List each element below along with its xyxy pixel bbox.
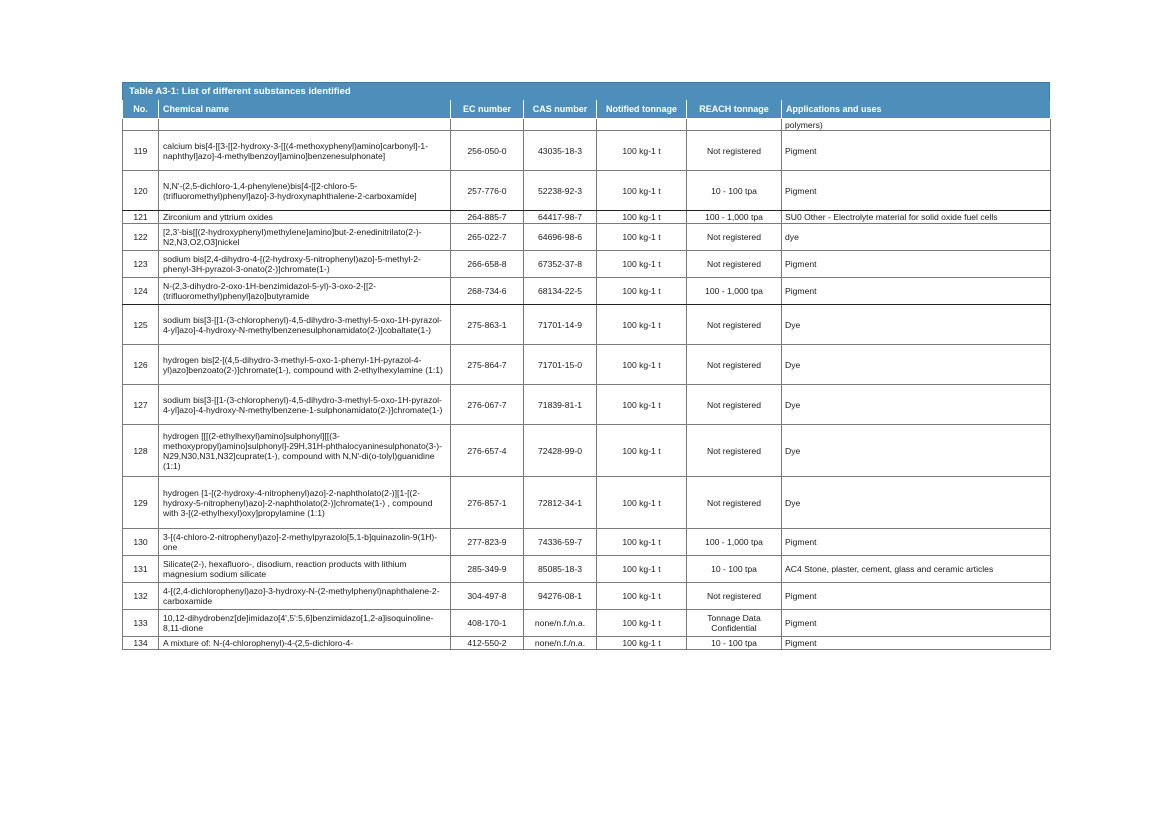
- cell-chemical-name: 4-[(2,4-dichlorophenyl)azo]-3-hydroxy-N-(2-methylphenyl)naphthalene-2-carboxamide: [159, 583, 451, 610]
- table-row: [123, 583, 1051, 610]
- cell-applications: Pigment: [782, 610, 1051, 637]
- cell-ec-number: 256-050-0: [451, 131, 524, 171]
- cell-reach-tonnage: Not registered: [687, 305, 782, 345]
- cell-notified-tonnage: 100 kg-1 t: [597, 637, 687, 650]
- cell-notified-tonnage: 100 kg-1 t: [597, 278, 687, 305]
- table-row: [123, 305, 1051, 345]
- cell-ec-number: 264-885-7: [451, 211, 524, 224]
- cell-chemical-name: calcium bis[4-[[3-[[2-hydroxy-3-[[(4-methoxyphenyl)amino]carbonyl]-1-naphthyl]azo]-4-methylbenzoyl]amino]benzenesulphonate]: [159, 131, 451, 171]
- header-ec-number: EC number: [451, 100, 524, 119]
- table-row: [123, 477, 1051, 529]
- cell-reach-tonnage: 100 - 1,000 tpa: [687, 529, 782, 556]
- cell-chemical-name: 3-[(4-chloro-2-nitrophenyl)azo]-2-methylpyrazolo[5,1-b]quinazolin-9(1H)-one: [159, 529, 451, 556]
- cell-cas-number: 71701-14-9: [524, 305, 597, 345]
- cell-ec-number: 268-734-6: [451, 278, 524, 305]
- header-row: [123, 100, 1051, 119]
- cell-applications: AC4 Stone, plaster, cement, glass and ceramic articles: [782, 556, 1051, 583]
- cell-applications: Pigment: [782, 171, 1051, 211]
- cell-no: 119: [123, 131, 159, 171]
- cell-cas-number: none/n.f./n.a.: [524, 637, 597, 650]
- cell-notified-tonnage: 100 kg-1 t: [597, 251, 687, 278]
- cell-no: 127: [123, 385, 159, 425]
- cell-ec-number: 266-658-8: [451, 251, 524, 278]
- cell-cas-number: 67352-37-8: [524, 251, 597, 278]
- cont-cell: [159, 119, 451, 131]
- cell-cas-number: 85085-18-3: [524, 556, 597, 583]
- table-row: [123, 425, 1051, 477]
- cell-applications: Dye: [782, 305, 1051, 345]
- cell-reach-tonnage: 10 - 100 tpa: [687, 556, 782, 583]
- table-row: [123, 131, 1051, 171]
- cell-ec-number: 276-857-1: [451, 477, 524, 529]
- cell-chemical-name: sodium bis[3-[[1-(3-chlorophenyl)-4,5-dihydro-3-methyl-5-oxo-1H-pyrazol-4-yl]azo]-4-hydroxy-N-methylbenzenesulphonamidato(2-)]cobaltate(1-): [159, 305, 451, 345]
- cell-applications: Pigment: [782, 131, 1051, 171]
- cell-chemical-name: hydrogen [1-[(2-hydroxy-4-nitrophenyl)azo]-2-naphtholato(2-)][1-[(2-hydroxy-5-nitrophenyl)azo]-2-naphtholato(2-)]chromate(1-) , compound with 3-[(2-ethylhexyl)oxy]propylamine (1:1): [159, 477, 451, 529]
- table-row: [123, 224, 1051, 251]
- cell-no: 120: [123, 171, 159, 211]
- cell-cas-number: 64696-98-6: [524, 224, 597, 251]
- cell-ec-number: 275-864-7: [451, 345, 524, 385]
- cell-notified-tonnage: 100 kg-1 t: [597, 131, 687, 171]
- cell-ec-number: 275-863-1: [451, 305, 524, 345]
- cell-reach-tonnage: Not registered: [687, 385, 782, 425]
- cell-no: 121: [123, 211, 159, 224]
- table-row: [123, 556, 1051, 583]
- cell-notified-tonnage: 100 kg-1 t: [597, 171, 687, 211]
- cell-chemical-name: sodium bis[2,4-dihydro-4-[(2-hydroxy-5-nitrophenyl)azo]-5-methyl-2-phenyl-3H-pyrazol-3-onato(2-)]chromate(1-): [159, 251, 451, 278]
- cell-notified-tonnage: 100 kg-1 t: [597, 224, 687, 251]
- cell-cas-number: 71839-81-1: [524, 385, 597, 425]
- cont-cell: [687, 119, 782, 131]
- header-cas-number: CAS number: [524, 100, 597, 119]
- cell-no: 122: [123, 224, 159, 251]
- header-applications: Applications and uses: [782, 100, 1051, 119]
- cont-cell: [123, 119, 159, 131]
- cell-no: 132: [123, 583, 159, 610]
- cell-chemical-name: N,N'-(2,5-dichloro-1,4-phenylene)bis[4-[[2-chloro-5-(trifluoromethyl)phenyl]azo]-3-hydroxynaphthalene-2-carboxamide]: [159, 171, 451, 211]
- cont-cell: [597, 119, 687, 131]
- cell-reach-tonnage: 100 - 1,000 tpa: [687, 278, 782, 305]
- cell-ec-number: 276-067-7: [451, 385, 524, 425]
- cell-chemical-name: sodium bis[3-[[1-(3-chlorophenyl)-4,5-dihydro-3-methyl-5-oxo-1H-pyrazol-4-yl]azo]-4-hydroxy-N-methylbenzene-1-sulphonamidato(2-)]chromate(1-): [159, 385, 451, 425]
- cell-reach-tonnage: Not registered: [687, 345, 782, 385]
- substances-table-container: [122, 82, 1050, 650]
- cell-ec-number: 257-776-0: [451, 171, 524, 211]
- cell-ec-number: 276-657-4: [451, 425, 524, 477]
- cell-cas-number: 72428-99-0: [524, 425, 597, 477]
- cell-notified-tonnage: 100 kg-1 t: [597, 385, 687, 425]
- cell-notified-tonnage: 100 kg-1 t: [597, 556, 687, 583]
- cell-cas-number: 74336-59-7: [524, 529, 597, 556]
- cell-applications: Pigment: [782, 529, 1051, 556]
- cell-no: 123: [123, 251, 159, 278]
- cell-reach-tonnage: 10 - 100 tpa: [687, 637, 782, 650]
- cell-reach-tonnage: Not registered: [687, 583, 782, 610]
- table-row: [123, 637, 1051, 650]
- cell-applications: Dye: [782, 385, 1051, 425]
- cell-ec-number: 412-550-2: [451, 637, 524, 650]
- cell-no: 124: [123, 278, 159, 305]
- cell-ec-number: 285-349-9: [451, 556, 524, 583]
- cell-no: 125: [123, 305, 159, 345]
- table-row: [123, 345, 1051, 385]
- cell-notified-tonnage: 100 kg-1 t: [597, 345, 687, 385]
- cell-no: 133: [123, 610, 159, 637]
- cell-notified-tonnage: 100 kg-1 t: [597, 477, 687, 529]
- cell-ec-number: 277-823-9: [451, 529, 524, 556]
- cell-ec-number: 408-170-1: [451, 610, 524, 637]
- cell-notified-tonnage: 100 kg-1 t: [597, 425, 687, 477]
- continuation-applications: polymers): [782, 119, 1051, 131]
- header-no: No.: [123, 100, 159, 119]
- cell-no: 126: [123, 345, 159, 385]
- cell-ec-number: 304-497-8: [451, 583, 524, 610]
- cell-chemical-name: hydrogen bis[2-[(4,5-dihydro-3-methyl-5-oxo-1-phenyl-1H-pyrazol-4-yl)azo]benzoato(2-)]chromate(1-), compound with 2-ethylhexylamine (1:1): [159, 345, 451, 385]
- cell-notified-tonnage: 100 kg-1 t: [597, 211, 687, 224]
- cell-applications: SU0 Other - Electrolyte material for solid oxide fuel cells: [782, 211, 1051, 224]
- table-row: [123, 278, 1051, 305]
- cell-no: 128: [123, 425, 159, 477]
- cell-applications: Pigment: [782, 583, 1051, 610]
- cell-cas-number: 43035-18-3: [524, 131, 597, 171]
- cell-no: 129: [123, 477, 159, 529]
- cell-reach-tonnage: Not registered: [687, 224, 782, 251]
- header-notified-tonnage: Notified tonnage: [597, 100, 687, 119]
- cell-no: 130: [123, 529, 159, 556]
- cell-notified-tonnage: 100 kg-1 t: [597, 305, 687, 345]
- cell-cas-number: 71701-15-0: [524, 345, 597, 385]
- cont-cell: [524, 119, 597, 131]
- cell-chemical-name: A mixture of: N-(4-chlorophenyl)-4-(2,5-dichloro-4-: [159, 637, 451, 650]
- cell-applications: Dye: [782, 477, 1051, 529]
- cell-reach-tonnage: Not registered: [687, 477, 782, 529]
- table-row: [123, 385, 1051, 425]
- table-row: [123, 610, 1051, 637]
- cell-reach-tonnage: Not registered: [687, 131, 782, 171]
- table-row: [123, 251, 1051, 278]
- cell-cas-number: 94276-08-1: [524, 583, 597, 610]
- continuation-row: [123, 119, 1051, 131]
- table-row: [123, 211, 1051, 224]
- cell-reach-tonnage: 10 - 100 tpa: [687, 171, 782, 211]
- cell-reach-tonnage: Tonnage Data Confidential: [687, 610, 782, 637]
- cell-no: 134: [123, 637, 159, 650]
- cell-notified-tonnage: 100 kg-1 t: [597, 529, 687, 556]
- cell-cas-number: 52238-92-3: [524, 171, 597, 211]
- substances-table: [122, 100, 1051, 650]
- cell-applications: Pigment: [782, 251, 1051, 278]
- cell-applications: Pigment: [782, 637, 1051, 650]
- cell-cas-number: none/n.f./n.a.: [524, 610, 597, 637]
- cell-cas-number: 68134-22-5: [524, 278, 597, 305]
- cell-applications: Dye: [782, 345, 1051, 385]
- cell-chemical-name: N-(2,3-dihydro-2-oxo-1H-benzimidazol-5-yl)-3-oxo-2-[[2-(trifluoromethyl)phenyl]azo]butyramide: [159, 278, 451, 305]
- cell-cas-number: 72812-34-1: [524, 477, 597, 529]
- header-reach-tonnage: REACH tonnage: [687, 100, 782, 119]
- cell-notified-tonnage: 100 kg-1 t: [597, 610, 687, 637]
- table-row: [123, 529, 1051, 556]
- cont-cell: [451, 119, 524, 131]
- cell-chemical-name: 10,12-dihydrobenz[de]imidazo[4',5':5,6]benzimidazo[1,2-a]isoquinoline-8,11-dione: [159, 610, 451, 637]
- cell-chemical-name: [2,3'-bis[[(2-hydroxyphenyl)methylene]amino]but-2-enedinitrilato(2-)-N2,N3,O2,O3]nickel: [159, 224, 451, 251]
- cell-applications: Pigment: [782, 278, 1051, 305]
- cell-applications: dye: [782, 224, 1051, 251]
- cell-reach-tonnage: Not registered: [687, 251, 782, 278]
- table-caption: Table A3-1: List of different substances identified: [122, 82, 1050, 100]
- cell-reach-tonnage: 100 - 1,000 tpa: [687, 211, 782, 224]
- cell-reach-tonnage: Not registered: [687, 425, 782, 477]
- cell-cas-number: 64417-98-7: [524, 211, 597, 224]
- cell-chemical-name: Zirconium and yttrium oxides: [159, 211, 451, 224]
- cell-ec-number: 265-022-7: [451, 224, 524, 251]
- cell-notified-tonnage: 100 kg-1 t: [597, 583, 687, 610]
- cell-no: 131: [123, 556, 159, 583]
- cell-applications: Dye: [782, 425, 1051, 477]
- cell-chemical-name: Silicate(2-), hexafluoro-, disodium, reaction products with lithium magnesium sodium silicate: [159, 556, 451, 583]
- table-row: [123, 171, 1051, 211]
- cell-chemical-name: hydrogen [[[(2-ethylhexyl)amino]sulphonyl][[(3-methoxypropyl)amino]sulphonyl]-29H,31H-phthalocyaninesulphonato(3-)-N29,N30,N31,N32]cuprate(1-), compound with N,N'-di(o-tolyl)guanidine (1:1): [159, 425, 451, 477]
- header-chemical-name: Chemical name: [159, 100, 451, 119]
